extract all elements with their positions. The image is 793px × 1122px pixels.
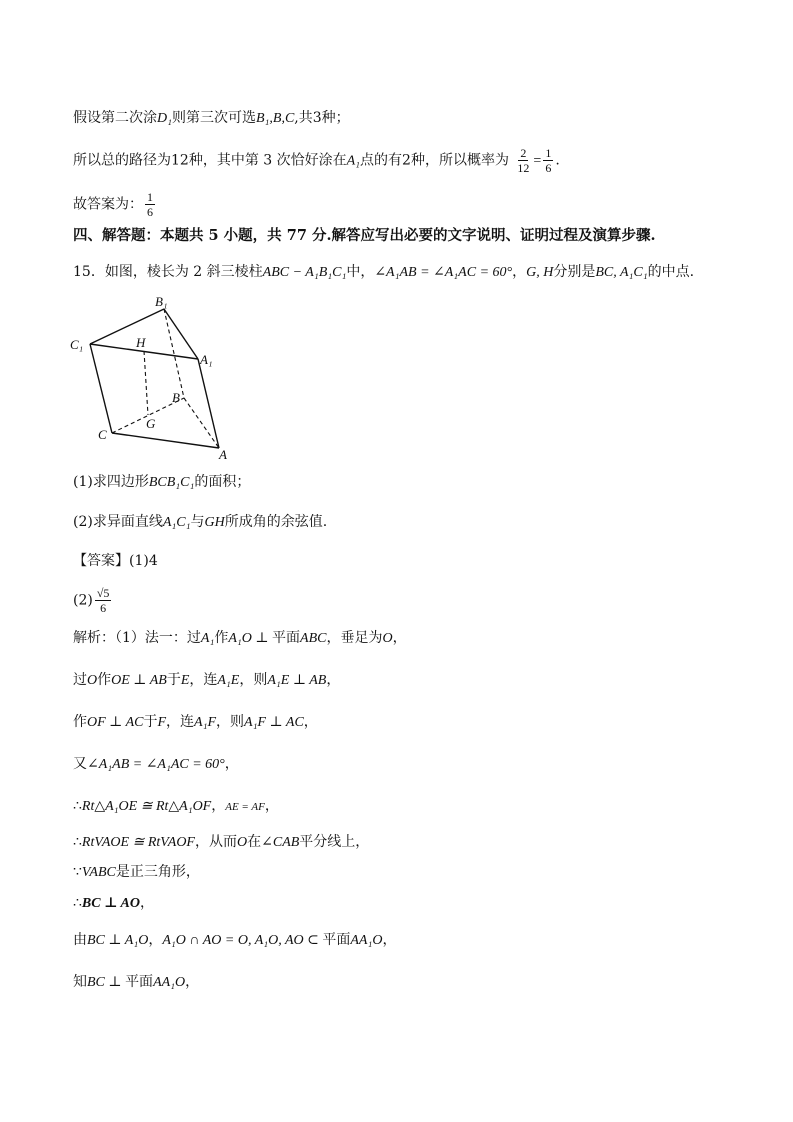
- prism-figure: [66, 292, 246, 464]
- text: ，: [224, 756, 239, 772]
- solution-line-6: [73, 832, 369, 853]
- text: 过: [73, 672, 87, 688]
- text: 知: [73, 974, 87, 990]
- text: ∴: [73, 798, 82, 814]
- text: 假设第二次涂: [73, 110, 157, 126]
- fraction-2-12: $\frac{2}{12}$: [517, 146, 530, 175]
- text: (2)求异面直线: [73, 514, 163, 530]
- text: 在: [247, 834, 262, 850]
- text: 作: [73, 714, 87, 730]
- fraction-1-6: $\frac{1}{6}$: [545, 146, 552, 175]
- edge-c1-c: [90, 344, 112, 433]
- math-a1: A₁: [346, 153, 361, 169]
- math: BC ⊥ A₁O: [87, 933, 149, 948]
- math: E: [180, 673, 190, 688]
- text: ∴: [73, 895, 82, 911]
- math-d1: D₁: [157, 111, 172, 126]
- math: ABC: [300, 631, 327, 646]
- text: ，: [185, 974, 200, 990]
- solution-line-9: [73, 930, 396, 951]
- text: ，垂足为: [326, 630, 383, 646]
- text: ，从而: [195, 834, 237, 850]
- text: (1)求四边形: [73, 474, 149, 490]
- solution-line-7: [73, 862, 200, 883]
- intro-line-1: [73, 108, 350, 129]
- answer-line-2: [73, 586, 113, 615]
- text: 所成角的余弦值.: [224, 514, 328, 530]
- text: 与: [190, 514, 205, 530]
- text: ，: [382, 932, 397, 948]
- edge-b1-a1: [164, 309, 198, 359]
- text: ，连: [166, 714, 195, 730]
- math: O: [382, 631, 393, 646]
- fraction-sqrt5-6: $\frac{√5}{6}$: [96, 586, 110, 615]
- solution-line-4: [73, 754, 239, 775]
- text: 的面积；: [194, 474, 251, 490]
- text: ，: [303, 714, 318, 730]
- hidden-edge-b1-b: [164, 309, 184, 398]
- text: ，连: [189, 672, 218, 688]
- intro-line-2: [73, 146, 560, 175]
- text: 解析：（1）法一：过: [73, 630, 201, 646]
- math: A₁F: [194, 715, 217, 730]
- text: 由: [73, 932, 87, 948]
- math-line: A₁C₁: [162, 515, 191, 530]
- fraction-answer: $\frac{1}{6}$: [147, 190, 153, 219]
- solution-line-10: [73, 972, 199, 993]
- math: A₁O ∩ AO = O, A₁O, AO ⊂: [162, 933, 323, 948]
- math: ∠CAB: [261, 835, 300, 850]
- math: AA₁O: [153, 975, 186, 990]
- math-gh: G, H: [526, 265, 554, 280]
- text: ，: [392, 630, 407, 646]
- math: O: [237, 835, 248, 850]
- edge-c-a: [112, 433, 219, 448]
- label-c1: C₁: [70, 337, 84, 352]
- math-gh: GH: [204, 515, 225, 530]
- question-2: [73, 512, 327, 533]
- math: ∠A₁AB = ∠A₁AC = 60°: [87, 757, 225, 772]
- label-a1: A₁: [200, 352, 213, 367]
- text: 分别是: [553, 264, 596, 280]
- math-prism: ABC − A₁B₁C₁: [262, 265, 347, 280]
- label-h: H: [136, 335, 146, 350]
- math: A₁F ⊥ AC: [244, 715, 304, 730]
- math: BC ⊥: [87, 975, 126, 990]
- math: OE ⊥ AB: [111, 673, 167, 688]
- problem-number: 15．: [73, 264, 105, 280]
- math: OF ⊥ AC: [87, 715, 144, 730]
- text: 于: [166, 672, 181, 688]
- text: 是正三角形，: [115, 864, 200, 880]
- math: A₁: [200, 631, 215, 646]
- text: ,共3种；: [294, 110, 350, 126]
- text: ∵: [73, 864, 82, 880]
- math-quadrilateral: BCB₁C₁: [148, 475, 195, 490]
- text: 则第三次可选: [171, 110, 256, 126]
- text: ，: [139, 895, 154, 911]
- hidden-segment-gh: [144, 351, 148, 415]
- math: O: [87, 673, 98, 688]
- text: 于: [143, 714, 158, 730]
- label-a: A: [219, 447, 227, 462]
- text: ，: [211, 798, 226, 814]
- label-g: G: [146, 416, 156, 431]
- math: VABC: [81, 865, 116, 880]
- question-1: [73, 472, 250, 493]
- math: AE = AF: [225, 801, 265, 813]
- text: ，: [512, 264, 527, 280]
- math: A₁O ⊥: [228, 631, 273, 646]
- answer-label: 【答案】: [73, 553, 129, 569]
- text: ，: [326, 672, 341, 688]
- text: ∴: [73, 834, 82, 850]
- text: ，则: [239, 672, 268, 688]
- math: F: [157, 715, 167, 730]
- text: 又: [73, 756, 87, 772]
- text: 平面: [322, 932, 351, 948]
- edge-a1-a: [198, 359, 219, 448]
- text: 平面: [125, 974, 154, 990]
- solution-line-3: [73, 712, 318, 733]
- equals-sign: =: [533, 153, 542, 169]
- math-options: B₁,B,C: [255, 111, 295, 126]
- math: A₁E: [217, 673, 240, 688]
- math: Rt△A₁OE ≅ Rt△A₁OF: [81, 799, 212, 814]
- solution-line-8: [73, 893, 154, 914]
- text: ，则: [216, 714, 245, 730]
- solution-line-5: [73, 796, 279, 817]
- text: 所以总的路径为12种，其中第 3 次恰好涂在: [73, 152, 347, 169]
- math: BC ⊥ AO: [81, 896, 140, 911]
- text: ，: [148, 932, 163, 948]
- answer-line-1: [73, 551, 158, 571]
- intro-line-3: [73, 190, 157, 219]
- text: 点的有2种，所以概率为: [360, 152, 509, 169]
- label-b: B: [172, 390, 180, 405]
- text: 作: [97, 672, 112, 688]
- text: 中，: [346, 264, 375, 280]
- solution-line-1: [73, 628, 407, 649]
- text: 平分线上，: [299, 834, 370, 850]
- answer-2-prefix: (2): [73, 592, 93, 609]
- math-midpoints: BC, A₁C₁: [595, 265, 648, 280]
- math: RtVAOE ≅ RtVAOF: [81, 835, 195, 850]
- math-angles: ∠A₁AB = ∠A₁AC = 60°: [374, 265, 513, 280]
- problem-15-stem: [73, 262, 694, 283]
- period: .: [555, 152, 560, 169]
- math: A₁E ⊥ AB: [267, 673, 327, 688]
- section-heading: 四、解答题：本题共 5 小题，共 77 分.解答应写出必要的文字说明、证明过程及演算步骤.: [73, 227, 656, 244]
- answer-1: (1)4: [129, 553, 158, 569]
- text: 平面: [272, 630, 301, 646]
- text: 如图，棱长为 2 斜三棱柱: [104, 264, 263, 280]
- solution-line-2: [73, 670, 340, 691]
- text: 作: [214, 630, 229, 646]
- edge-c1-b1: [90, 309, 164, 344]
- label-b1: B₁: [155, 294, 168, 309]
- text: 故答案为：: [73, 196, 143, 213]
- text: ，: [264, 798, 279, 814]
- label-c: C: [98, 427, 107, 442]
- math: AA₁O: [350, 933, 383, 948]
- text: 的中点.: [647, 264, 695, 280]
